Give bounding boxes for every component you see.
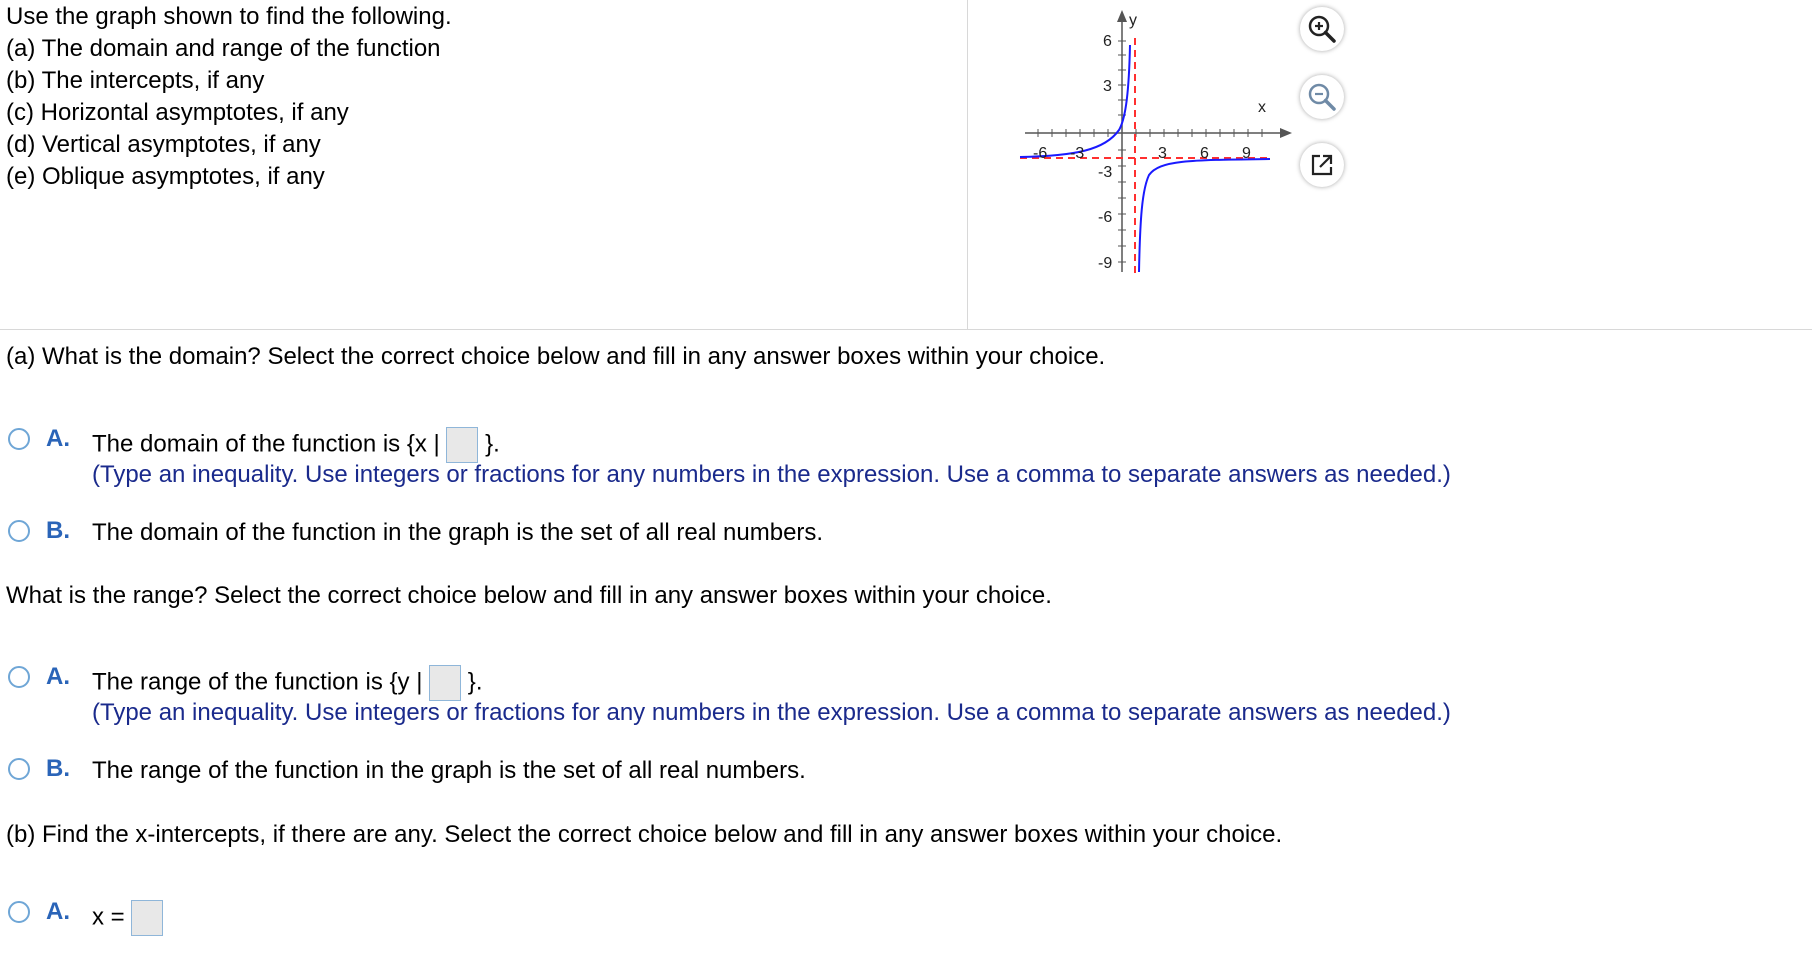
choice-hint: (Type an inequality. Use integers or fractions for any numbers in the expression. Use a comma to separate answers as needed.) (92, 461, 1451, 488)
zoom-in-button[interactable] (1300, 7, 1344, 51)
x-intercepts-question: (b) Find the x-intercepts, if there are any. Select the correct choice below and fill in any answer boxes within your choice. (6, 821, 1283, 848)
choice-letter: B. (46, 517, 70, 544)
section-divider (0, 329, 1812, 330)
choice-text-before: The domain of the function is (92, 430, 401, 458)
domain-answer-box[interactable] (446, 427, 478, 463)
x-tick-label: -6 (1033, 145, 1048, 162)
choice-text (92, 427, 500, 463)
y-tick-label: 3 (1103, 78, 1112, 95)
y-tick-label: -3 (1098, 164, 1113, 181)
choice-text: The range of the function in the graph is the set of all real numbers. (92, 757, 806, 784)
choice-text-before: x = (92, 903, 125, 931)
x-tick-label: 3 (1158, 145, 1167, 162)
x-tick-label: 6 (1200, 145, 1209, 162)
range-choice-b-radio[interactable] (8, 758, 30, 780)
prompt-item: (d) Vertical asymptotes, if any (6, 131, 321, 158)
x-intercepts-choice-a-radio[interactable] (8, 901, 30, 923)
prompt-item: (e) Oblique asymptotes, if any (6, 163, 325, 190)
function-graph[interactable] (1015, 0, 1315, 285)
choice-letter: B. (46, 755, 70, 782)
zoom-out-button[interactable] (1300, 75, 1344, 119)
y-axis-label: y (1129, 12, 1137, 29)
x-tick-label: 9 (1242, 145, 1251, 162)
popout-button[interactable] (1300, 143, 1344, 187)
y-tick-label: -6 (1098, 209, 1113, 226)
choice-letter: A. (46, 663, 70, 690)
x-tick-label: -3 (1070, 145, 1085, 162)
x-axis-label: x (1258, 99, 1266, 116)
x-axis-arrow (1280, 128, 1292, 138)
zoom-in-icon (1307, 14, 1337, 44)
range-question: What is the range? Select the correct choice below and fill in any answer boxes within your choice. (6, 582, 1052, 609)
prompt-intro: Use the graph shown to find the following. (6, 3, 452, 30)
prompt-item: (c) Horizontal asymptotes, if any (6, 99, 349, 126)
vertical-divider (967, 0, 968, 330)
domain-question: (a) What is the domain? Select the correct choice below and fill in any answer boxes within your choice. (6, 343, 1106, 370)
curve-right-branch (1139, 159, 1270, 272)
y-axis (1117, 10, 1127, 272)
domain-choice-b-radio[interactable] (8, 520, 30, 542)
x-intercept-answer-box[interactable] (131, 900, 163, 936)
problem-prompt (6, 1, 452, 193)
choice-letter: A. (46, 898, 70, 925)
x-axis (1025, 128, 1292, 138)
y-tick-label: 6 (1103, 33, 1112, 50)
y-tick-label: -9 (1098, 255, 1113, 272)
set-close: }. (485, 430, 500, 458)
curve-left-branch (1020, 45, 1130, 157)
range-answer-box[interactable] (429, 665, 461, 701)
range-choice-a-radio[interactable] (8, 666, 30, 688)
prompt-item: (a) The domain and range of the function (6, 35, 441, 62)
popout-icon (1309, 152, 1335, 178)
choice-text: The domain of the function in the graph is the set of all real numbers. (92, 519, 824, 546)
set-open: {x | (406, 430, 440, 458)
choice-text-before: The range of the function is (92, 668, 383, 696)
choice-letter: A. (46, 425, 70, 452)
prompt-item: (b) The intercepts, if any (6, 67, 265, 94)
y-axis-arrow (1117, 10, 1127, 22)
set-close: }. (467, 668, 483, 696)
choice-text (92, 900, 163, 936)
set-open: {y | (389, 668, 423, 696)
zoom-out-icon (1307, 82, 1337, 112)
domain-choice-a-radio[interactable] (8, 428, 30, 450)
choice-text (92, 665, 482, 701)
choice-hint: (Type an inequality. Use integers or fractions for any numbers in the expression. Use a comma to separate answers as needed.) (92, 699, 1451, 726)
